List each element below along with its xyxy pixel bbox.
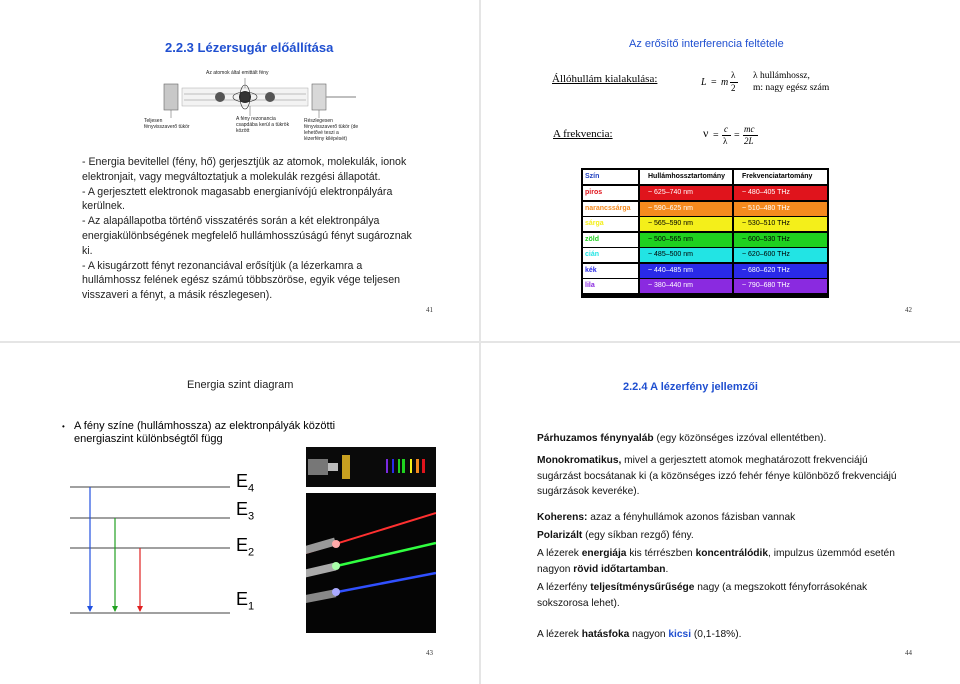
table-row — [581, 264, 829, 279]
slide-title: 2.2.3 Lézersugár előállítása — [165, 40, 334, 55]
color-name-cell: narancssárga — [583, 202, 638, 216]
slide-43 — [0, 343, 479, 684]
frequency-cell: ~ 480–405 THz — [734, 186, 827, 200]
bold-term: Monokromatikus, — [537, 455, 622, 466]
formula-c: c — [724, 124, 728, 134]
text: (egy közönséges izzóval ellentétben). — [653, 433, 827, 444]
energy-level-e1 — [236, 589, 254, 613]
table-row — [581, 202, 829, 217]
frequency-cell: ~ 600–530 THz — [734, 233, 827, 247]
table-row — [581, 217, 829, 232]
text: . — [665, 563, 669, 575]
level-sub: 4 — [248, 482, 255, 495]
frequency-formula — [703, 124, 773, 150]
slide-title: Az erősítő interferencia feltétele — [629, 38, 784, 50]
wavelength-cell: ~ 380–440 nm — [640, 279, 732, 293]
property-polarized — [537, 528, 897, 544]
bullet-text: A fény színe (hullámhossza) az elektronpályák közötti energiaszint különbségtől függ — [74, 420, 336, 445]
level-label: E — [236, 535, 249, 555]
wavelength-cell: ~ 565–590 nm — [640, 217, 732, 231]
fig-label-middle: A fény rezonancia csapdába kerül a tükrök között — [236, 116, 290, 134]
table-row — [581, 186, 829, 201]
wavelength-cell: ~ 485–500 nm — [640, 248, 732, 262]
text: (0,1-18%). — [691, 629, 742, 640]
color-name-cell: zöld — [583, 233, 638, 247]
body-para: - A kisugárzott fényt rezonanciával erősítjük (a lézerkamra a hullámhossz felének egész számú többszöröse, egyik vége teljesen visszaveri a fényt, a másik részlegesen). — [82, 259, 400, 302]
frequency-cell: ~ 620–600 THz — [734, 248, 827, 262]
energy-level-e3 — [236, 499, 254, 523]
slide-44 — [481, 343, 960, 684]
body-para: - Energia bevitellel (fény, hő) gerjesztjük az atomok, molekulák, ionok elektronjait, vagy megváltoztatjuk a molekulák rezgési állapotát. — [82, 156, 407, 183]
body-para: - A gerjesztett elektronok magasabb energianívójú elektronpályára kerülnek. — [82, 185, 393, 213]
slide-41 — [0, 0, 479, 341]
energy-level-e4 — [236, 471, 254, 495]
property-efficiency — [537, 627, 897, 643]
bold-term: rövid időtartamban — [573, 563, 666, 575]
table-row — [581, 233, 829, 248]
wavelength-cell: ~ 500–565 nm — [640, 233, 732, 247]
level-sub: 1 — [248, 600, 255, 613]
spectrum-lamp-image — [306, 447, 436, 487]
level-label: E — [236, 499, 249, 519]
text: mivel a gerjesztett atomok meghatározott frekvenciájú sugárzást bocsátanak ki (a közönséges izzó fehér fénye különböző frekvenciájú sugárzások keveréke). — [537, 455, 897, 497]
bold-term: Párhuzamos fénynyaláb — [537, 433, 654, 444]
table-header-row — [581, 170, 829, 185]
formula-m: m — [721, 77, 729, 88]
frequency-cell: ~ 530–510 THz — [734, 217, 827, 231]
formula-num: λ — [731, 70, 736, 80]
standing-wave-label: Állóhullám kialakulása: — [552, 73, 658, 85]
color-name-cell: lila — [583, 279, 638, 293]
text: A lézerek — [537, 629, 582, 640]
property-power-density — [537, 580, 897, 611]
energy-level-lines — [70, 463, 240, 633]
laser-cavity-figure — [144, 66, 360, 154]
standing-wave-formula — [701, 70, 761, 98]
header-wavelength: Hullámhossztartomány — [640, 170, 732, 184]
bold-term: energiája — [581, 548, 627, 559]
bold-term: teljesítménysűrűsége — [590, 582, 695, 593]
formula-eq: = — [713, 130, 719, 141]
page-number: 42 — [905, 306, 912, 314]
frequency-cell: ~ 510–480 THz — [734, 202, 827, 216]
bold-term: kicsi — [668, 629, 692, 640]
wavelength-cell: ~ 440–485 nm — [640, 264, 732, 278]
level-label: E — [236, 471, 249, 491]
frequency-label: A frekvencia: — [553, 128, 613, 140]
bold-term: hatásfoka — [581, 629, 630, 640]
text: nagy (a megszokott fényforrásokénak sokszorosa lehet). — [537, 582, 868, 609]
wavelength-cell: ~ 625–740 nm — [640, 186, 732, 200]
fig-label-top: Az atomok által emittált fény — [206, 70, 269, 76]
fig-label-right: Részlegesen fényvisszaverő tükör (de lehetővé teszi a lézerfény kilépését) — [304, 118, 359, 142]
text: , impulzus üzemmód esetén nagyon — [537, 548, 895, 575]
bold-term: Polarizált — [537, 530, 583, 541]
wavelength-cell: ~ 590–625 nm — [640, 202, 732, 216]
bold-term: Koherens: — [537, 512, 588, 523]
formula-note — [753, 70, 829, 94]
text: azaz a fényhullámok azonos fázisban vannak — [587, 512, 796, 523]
slide-42 — [481, 0, 960, 341]
note-integer: m: nagy egész szám — [753, 83, 830, 93]
laser-pointers-photo — [306, 493, 436, 633]
text: (egy síkban rezgő) fény. — [582, 530, 694, 541]
energy-level-e2 — [236, 535, 254, 559]
formula-eq2: = — [734, 130, 740, 141]
header-frequency: Frekvenciatartomány — [734, 170, 827, 184]
color-spectrum-table — [581, 168, 829, 298]
table-row — [581, 279, 829, 294]
formula-mc: mc — [744, 124, 755, 134]
page-number: 44 — [905, 649, 912, 657]
note-wavelength: λ hullámhossz, — [753, 71, 810, 81]
formula-2L: 2L — [744, 136, 754, 146]
fig-label-left: Teljesen fényvisszaverő tükör — [144, 118, 190, 130]
formula-eq: = — [711, 77, 717, 88]
slide-title: 2.2.4 A lézerfény jellemzői — [623, 381, 758, 393]
level-sub: 2 — [248, 546, 255, 559]
header-color: Szín — [583, 170, 638, 184]
property-monochromatic — [537, 453, 897, 500]
formula-nu: ν — [703, 126, 709, 140]
text: A lézerfény — [537, 582, 591, 593]
level-sub: 3 — [248, 510, 255, 523]
frequency-cell: ~ 790–680 THz — [734, 279, 827, 293]
formula-lambda: λ — [723, 136, 728, 146]
text: kis térrészben — [626, 548, 696, 559]
color-name-cell: cián — [583, 248, 638, 262]
level-label: E — [236, 589, 249, 609]
table-row — [581, 248, 829, 263]
property-parallel — [537, 431, 897, 447]
property-coherent — [537, 510, 897, 526]
formula-L: L — [701, 77, 707, 88]
slide-body — [82, 155, 412, 303]
color-name-cell: sárga — [583, 217, 638, 231]
text: A lézerek — [537, 548, 582, 559]
spectrum-lamp-drawing — [306, 447, 436, 487]
page-number: 41 — [426, 306, 433, 314]
formula-den: 2 — [731, 83, 736, 93]
frequency-cell: ~ 680–620 THz — [734, 264, 827, 278]
color-name-cell: kék — [583, 264, 638, 278]
bold-term: koncentrálódik — [695, 548, 769, 559]
bullet-icon: • — [62, 422, 65, 431]
text: nagyon — [629, 629, 669, 640]
slide-title: Energia szint diagram — [187, 379, 294, 391]
laser-pointers-drawing — [306, 493, 436, 633]
body-para: - Az alapállapotba történő visszatérés során a két elektronpálya energiakülönbségének megfelelő hullámhosszúságú fényt sugároznak ki. — [82, 215, 412, 257]
color-name-cell: piros — [583, 186, 638, 200]
property-energy — [537, 546, 897, 577]
page-number: 43 — [426, 649, 433, 657]
